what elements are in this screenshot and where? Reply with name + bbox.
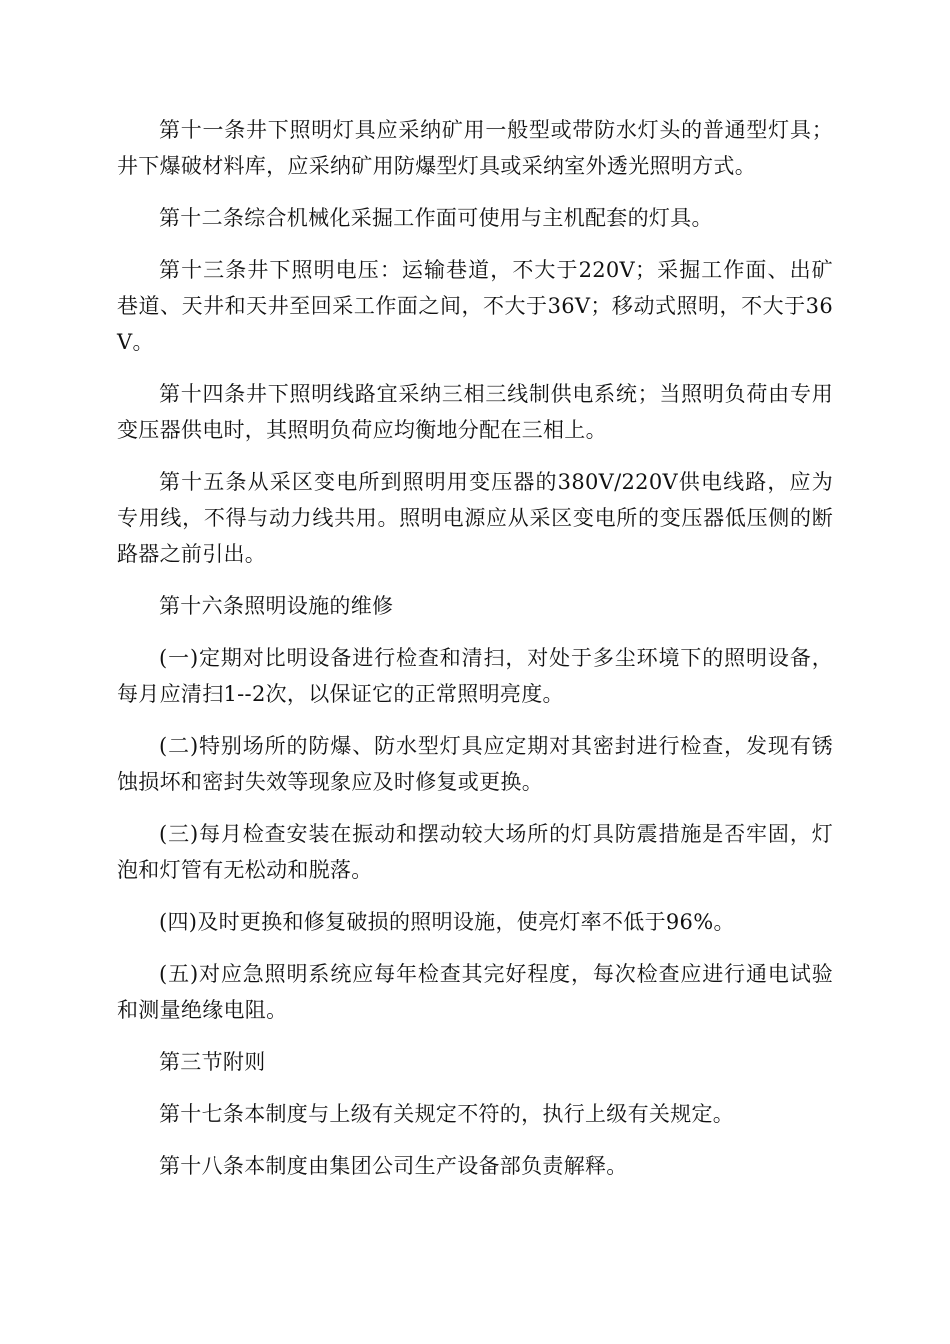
- document-body: [117, 112, 833, 1200]
- article-11-paragraph: 第十一条井下照明灯具应采纳矿用一般型或带防水灯头的普通型灯具；井下爆破材料库，应采纳矿用防爆型灯具或采纳室外透光照明方式。: [117, 118, 833, 178]
- maintenance-item-5: (五)对应急照明系统应每年检查其完好程度，每次检查应进行通电试验和测量绝缘电阻。: [117, 962, 833, 1022]
- section-3-heading: 第三节附则: [159, 1050, 266, 1074]
- maintenance-item-1: (一)定期对比明设备进行检查和清扫，对处于多尘环境下的照明设备，每月应清扫1--2次，以保证它的正常照明亮度。: [117, 646, 833, 706]
- article-18-paragraph: 第十八条本制度由集团公司生产设备部负责解释。: [159, 1154, 628, 1178]
- article-13-paragraph: 第十三条井下照明电压：运输巷道，不大于220V；采掘工作面、出矿巷道、天井和天井至回采工作面之间，不大于36V；移动式照明，不大于36V。: [117, 258, 833, 354]
- article-14-paragraph: 第十四条井下照明线路宜采纳三相三线制供电系统；当照明负荷由专用变压器供电时，其照明负荷应均衡地分配在三相上。: [117, 382, 833, 442]
- maintenance-item-4: (四)及时更换和修复破损的照明设施，使亮灯率不低于96%。: [159, 910, 735, 934]
- article-17-paragraph: 第十七条本制度与上级有关规定不符的，执行上级有关规定。: [159, 1102, 735, 1126]
- maintenance-item-2: (二)特别场所的防爆、防水型灯具应定期对其密封进行检查，发现有锈蚀损坏和密封失效等现象应及时修复或更换。: [117, 734, 833, 794]
- article-12-paragraph: 第十二条综合机械化采掘工作面可使用与主机配套的灯具。: [159, 206, 713, 230]
- article-15-paragraph: 第十五条从采区变电所到照明用变压器的380V/220V供电线路，应为专用线，不得与动力线共用。照明电源应从采区变电所的变压器低压侧的断路器之前引出。: [117, 470, 833, 566]
- maintenance-item-3: (三)每月检查安装在振动和摆动较大场所的灯具防震措施是否牢固，灯泡和灯管有无松动和脱落。: [117, 822, 833, 882]
- article-16-heading: 第十六条照明设施的维修: [159, 594, 394, 618]
